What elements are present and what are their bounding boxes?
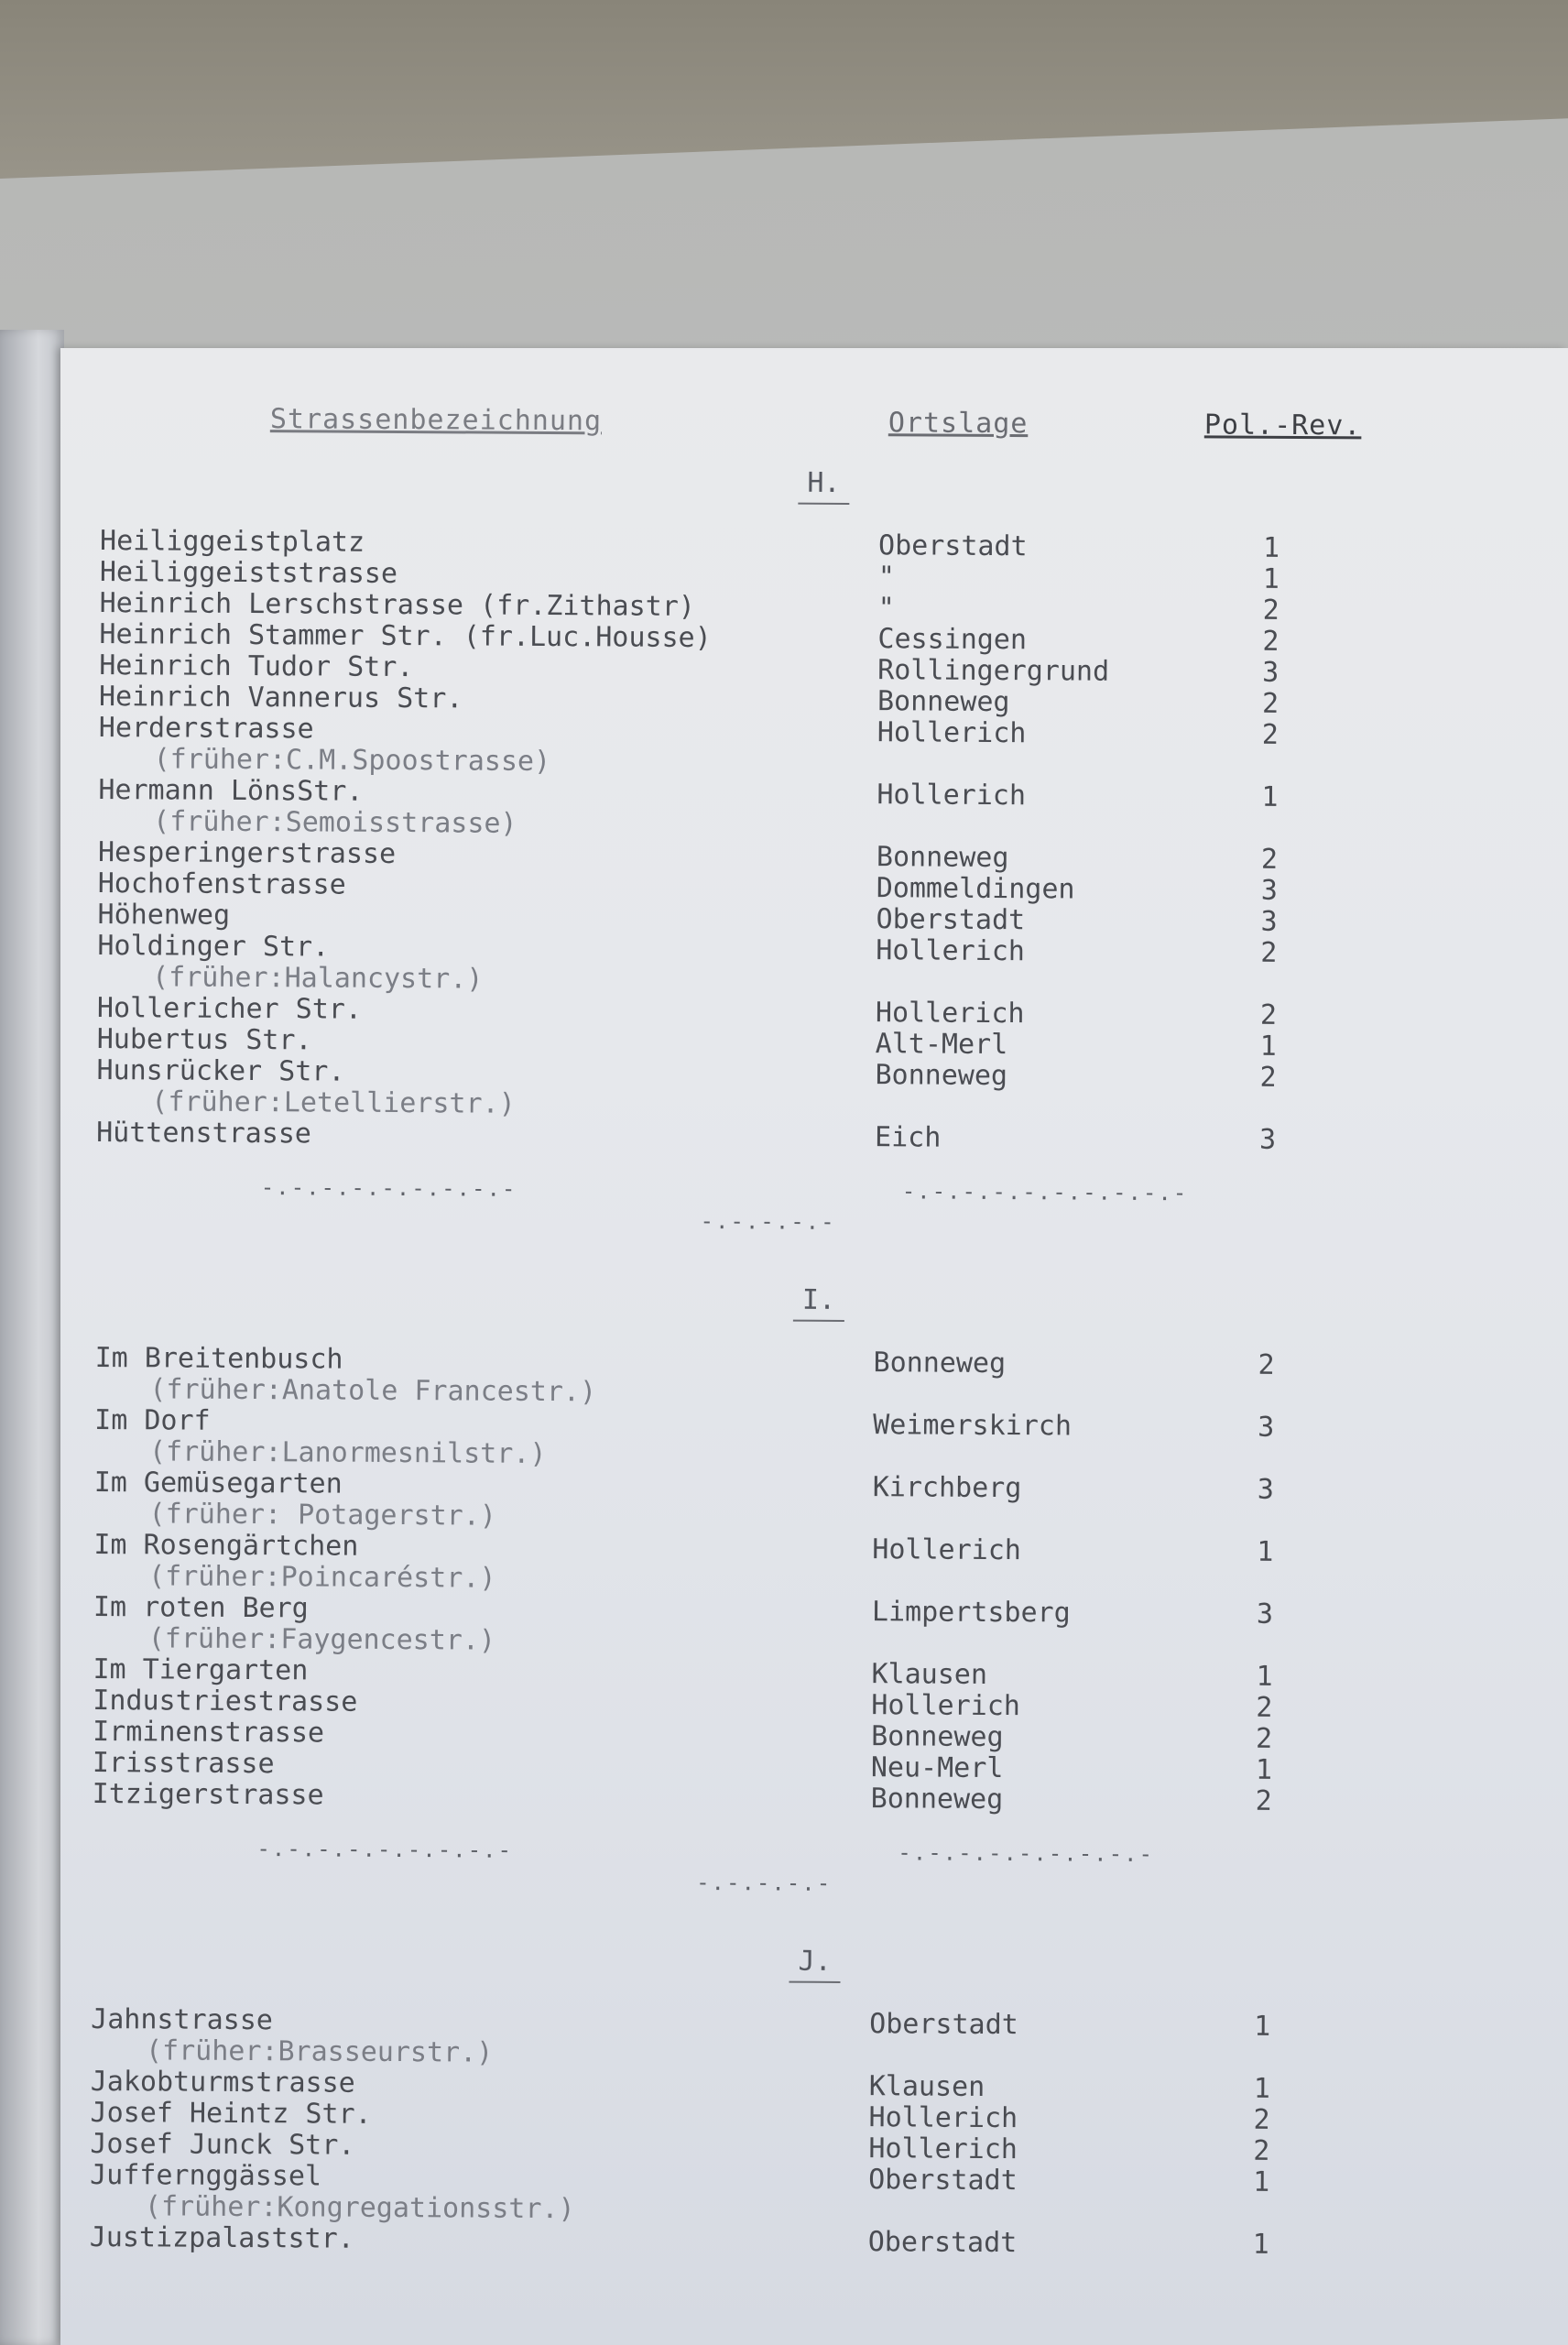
cell-street: Jahnstrasse — [91, 2002, 274, 2037]
cell-rev: 2 — [1260, 843, 1279, 876]
header-street: Strassenbezeichnung — [269, 403, 603, 438]
former-name: (früher:Anatole Francestr.) — [149, 1373, 597, 1409]
cell-street: Herderstrasse — [98, 711, 314, 746]
divider-dashes: -.-.-.-.- — [700, 1208, 836, 1235]
cell-rev: 3 — [1258, 1411, 1275, 1444]
cell-street: Josef Heintz Str. — [90, 2096, 372, 2131]
cell-rev: 3 — [1257, 1473, 1274, 1506]
cell-place: Limpertsberg — [871, 1596, 1071, 1630]
cell-street: Im Rosengärtchen — [93, 1528, 359, 1563]
cell-place: " — [877, 592, 895, 625]
cell-rev: 2 — [1260, 936, 1278, 969]
divider-dashes: -.-.-.-.-.-.-.-.- — [898, 1839, 1155, 1868]
cell-place: Oberstadt — [868, 2164, 1018, 2198]
cell-rev: 2 — [1253, 2103, 1270, 2136]
cell-rev: 1 — [1256, 1660, 1273, 1693]
cell-street: Juffernggässel — [90, 2158, 322, 2193]
cell-street: Heinrich Lerschstrasse (fr.Zithastr) — [99, 586, 695, 623]
section-letter — [173, 464, 1474, 503]
cell-place: Kirchberg — [872, 1471, 1022, 1505]
cell-place: Hollerich — [875, 997, 1025, 1031]
cell-place: Oberstadt — [867, 2226, 1018, 2260]
cell-street: Holdinger Str. — [97, 929, 330, 964]
cell-rev: 3 — [1260, 905, 1278, 938]
cell-rev: 1 — [1253, 2072, 1270, 2105]
binder-edge — [0, 330, 64, 2345]
cell-place: Hollerich — [872, 1533, 1022, 1567]
cell-rev: 3 — [1259, 1123, 1277, 1156]
former-name: (früher:Lanormesnilstr.) — [148, 1435, 547, 1470]
cell-place: Dommeldingen — [876, 872, 1075, 906]
cell-street: Justizpalaststr. — [89, 2220, 354, 2255]
former-name: (früher:Semoisstrasse) — [153, 805, 517, 840]
cell-rev: 2 — [1262, 625, 1279, 658]
cell-street: Irminenstrasse — [93, 1715, 325, 1750]
cell-street: Heinrich Stammer Str. (fr.Luc.Housse) — [99, 617, 712, 655]
cell-place: Oberstadt — [877, 529, 1028, 563]
table-row — [96, 1118, 1397, 1157]
cell-place: Hollerich — [868, 2132, 1018, 2166]
cell-rev: 3 — [1262, 656, 1279, 689]
cell-place: Weimerskirch — [873, 1409, 1073, 1443]
cell-place: Alt-Merl — [875, 1028, 1008, 1062]
cell-rev: 1 — [1252, 2228, 1269, 2261]
cell-street: Irisstrasse — [92, 1746, 275, 1781]
section-letter-text: J. — [789, 1946, 840, 1983]
cell-place: Hollerich — [877, 779, 1027, 813]
cell-place: " — [877, 561, 896, 594]
cell-place: Hollerich — [877, 716, 1027, 750]
cell-rev: 2 — [1259, 1061, 1277, 1094]
cell-place: Klausen — [871, 1658, 988, 1691]
cell-street: Heiliggeiststrasse — [99, 555, 398, 590]
cell-rev: 2 — [1262, 594, 1279, 627]
section-letter-text: H. — [798, 467, 849, 505]
cell-place: Hollerich — [871, 1689, 1020, 1723]
cell-street: Josef Junck Str. — [90, 2127, 355, 2162]
cell-rev: 2 — [1259, 998, 1278, 1031]
cell-place: Bonneweg — [870, 1783, 1004, 1816]
cell-rev: 2 — [1261, 687, 1279, 720]
cell-rev: 2 — [1261, 718, 1279, 751]
divider-dashes: -.-.-.-.-.-.-.-.- — [256, 1836, 514, 1863]
cell-street: Hermann LönsStr. — [98, 773, 364, 808]
cell-street: Industriestrasse — [93, 1684, 358, 1718]
section-letter-text: I. — [793, 1284, 844, 1322]
cell-rev: 1 — [1253, 2165, 1270, 2198]
cell-place: Eich — [875, 1121, 942, 1154]
former-name: (früher:Letellierstr.) — [151, 1085, 516, 1120]
cell-street: Heiliggeistplatz — [99, 524, 365, 559]
divider-dashes: -.-.-.-.- — [696, 1870, 833, 1896]
cell-place: Klausen — [868, 2070, 985, 2103]
cell-place: Oberstadt — [869, 2008, 1018, 2042]
cell-place: Bonneweg — [873, 1347, 1007, 1380]
cell-street: Heinrich Tudor Str. — [99, 649, 414, 684]
former-name: (früher:Faygencestr.) — [147, 1622, 496, 1657]
section-letter — [165, 1942, 1465, 1981]
divider-dashes: -.-.-.-.-.-.-.-.-.- — [901, 1178, 1189, 1206]
cell-rev: 3 — [1260, 874, 1278, 907]
cell-street: Jakobturmstrasse — [90, 2065, 355, 2100]
former-name: (früher:Brasseurstr.) — [145, 2034, 494, 2069]
cell-rev: 2 — [1255, 1784, 1272, 1817]
cell-rev: 1 — [1257, 1535, 1274, 1568]
cell-street: Im Gemüsegarten — [93, 1466, 343, 1500]
cell-rev: 1 — [1261, 780, 1279, 813]
former-name: (früher:Halancystr.) — [152, 961, 484, 996]
cell-rev: 1 — [1255, 1753, 1273, 1786]
cell-street: Im roten Berg — [93, 1590, 309, 1625]
header-place: Ortslage — [887, 407, 1029, 441]
cell-rev: 2 — [1258, 1348, 1275, 1381]
cell-street: Hunsrücker Str. — [96, 1053, 345, 1088]
cell-street: Hochofenstrasse — [97, 867, 346, 901]
header-rev: Pol.-Rev. — [1203, 409, 1362, 442]
cell-street: Im Dorf — [94, 1403, 211, 1437]
former-name: (früher:Poincaréstr.) — [148, 1560, 496, 1595]
cell-rev: 1 — [1254, 2010, 1271, 2043]
cell-street: Im Breitenbusch — [94, 1341, 343, 1376]
table-header — [101, 403, 1401, 463]
former-name: (früher:Kongregationsstr.) — [144, 2190, 575, 2226]
street-list — [90, 403, 1401, 2262]
section-letter — [169, 1281, 1469, 1320]
cell-place: Oberstadt — [876, 903, 1026, 937]
cell-place: Neu-Merl — [870, 1751, 1004, 1785]
cell-street: Im Tiergarten — [93, 1652, 309, 1687]
cell-street: Hubertus Str. — [96, 1022, 312, 1057]
cell-rev: 1 — [1262, 531, 1280, 564]
former-name: (früher: Potagerstr.) — [148, 1498, 496, 1532]
cell-place: Hollerich — [876, 934, 1026, 968]
cell-place: Bonneweg — [876, 841, 1009, 875]
cell-street: Itzigerstrasse — [92, 1777, 324, 1812]
cell-place: Rollingergrund — [877, 654, 1110, 688]
cell-street: Hesperingerstrasse — [97, 835, 397, 870]
cell-street: Heinrich Vannerus Str. — [98, 680, 463, 715]
cell-rev: 1 — [1262, 562, 1280, 595]
cell-place: Hollerich — [868, 2101, 1018, 2135]
section-divider — [92, 1832, 1392, 1904]
cell-rev: 2 — [1256, 1722, 1273, 1755]
cell-street: Hollericher Str. — [96, 991, 363, 1026]
cell-rev: 3 — [1256, 1598, 1274, 1631]
cell-place: Cessingen — [877, 623, 1028, 657]
sections — [90, 464, 1401, 2262]
section-divider — [95, 1171, 1396, 1243]
cell-place: Bonneweg — [877, 685, 1010, 719]
cell-place: Bonneweg — [875, 1059, 1008, 1093]
former-name: (früher:C.M.Spoostrasse) — [153, 743, 551, 779]
cell-rev: 2 — [1253, 2134, 1270, 2167]
table-row — [93, 1779, 1393, 1818]
cell-street: Hüttenstrasse — [96, 1116, 312, 1151]
cell-street: Höhenweg — [97, 898, 231, 932]
divider-dashes: -.-.-.-.-.-.-.-.- — [260, 1174, 517, 1202]
cell-rev: 2 — [1256, 1691, 1273, 1724]
cell-rev: 1 — [1259, 1030, 1277, 1063]
cell-place: Bonneweg — [871, 1720, 1004, 1754]
